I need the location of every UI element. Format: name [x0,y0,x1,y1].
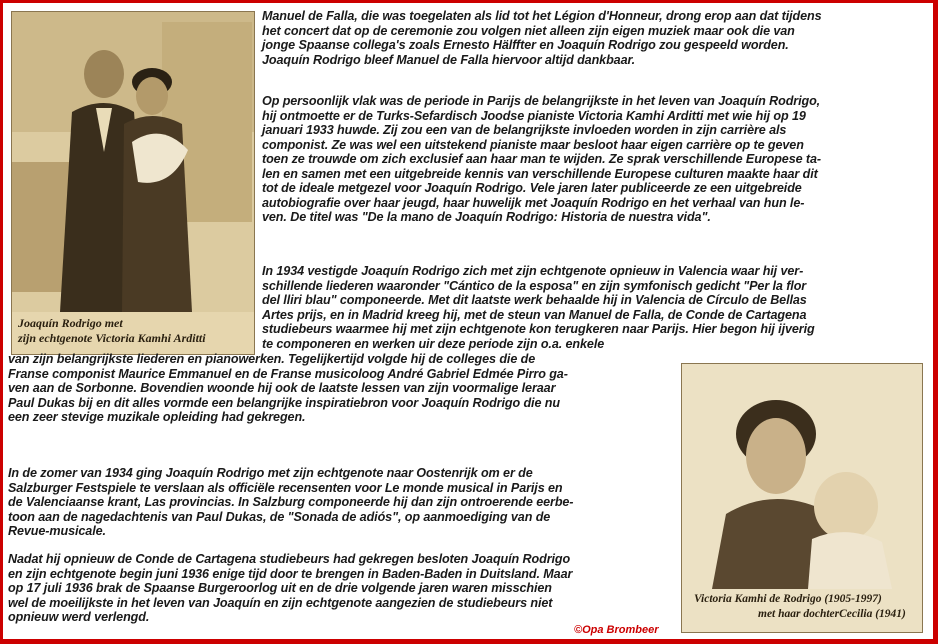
photo1-caption-line: Joaquín Rodrigo met [18,316,123,330]
text-line: toon aan de nagedachtenis van Paul Dukas, de "Sonada de adiós", op aanmoediging van de [8,509,551,524]
paragraph-6 [8,552,676,625]
paragraph-3 [262,264,926,351]
paragraph-2 [262,94,926,225]
text-line: componist. Ze was wel een uitstekend pianiste maar besloot haar eigen carrière op te geven [262,137,804,152]
text-line: hij ontmoette er de Turks-Sefardisch Joodse pianiste Victoria Kamhi Arditti met wie hij op 19 [262,108,806,123]
text-line: Manuel de Falla, die was toegelaten als lid tot het Légion d'Honneur, drong erop aan dat tijdens [262,9,822,23]
photo2-caption [694,592,918,622]
photo2-caption-line: met haar dochterCecilia (1941) [758,608,906,620]
text-line: en zijn echtgenote begin juni 1936 enige tijd door te brengen in Baden-Baden in Duitsland. Maar [8,566,573,581]
text-line: len en samen met een uitgebreide kennis van verschillende Europese culturen maakte haar dit [262,166,818,181]
text-line: een zeer stevige muzikale opleiding had gekregen. [8,410,306,424]
text-line: In de zomer van 1934 ging Joaquín Rodrigo met zijn echtgenote naar Oostenrijk om er de [8,466,533,480]
copyright-notice: ©Opa Brombeer [574,624,659,636]
text-line: op 17 juli 1936 brak de Spaanse Burgeroorlog uit en de drie volgende jaren waren misschien [8,581,552,595]
text-line: het concert dat op de ceremonie zou volgen niet alleen zijn eigen muziek maar ook die van [262,23,795,38]
text-line: Salzburger Festspiele te verslaan als officiële recensenten voor Le monde musical in Parijs en [8,480,563,495]
paragraph-5 [8,466,676,539]
text-line: toen ze trouwde om zich exclusief aan haar man te wijden. Ze sprak verschillende Europese ta- [262,152,821,166]
paragraph-4 [8,352,676,425]
text-line: Paul Dukas bij en dit alles vormde een belangrijke inspiratiebron voor Joaquín Rodrigo die nu [8,395,560,410]
text-line: Artes prijs, en in Madrid kreeg hij, met de steun van Manuel de Falla, de Conde de Cartagena [262,307,807,322]
text-line: Revue-musicale. [8,524,106,538]
text-line: de Valenciaanse krant, Las provincias. In Salzburg componeerde hij dan zijn ontroerende eerbe- [8,495,574,509]
photo-victoria-and-daughter [681,363,923,633]
text-line: opnieuw werd verlengd. [8,610,150,624]
text-line: Franse componist Maurice Emmanuel en de Franse musicoloog André Gabriel Edmée Pirro ga- [8,366,568,381]
text-line: wel de moeilijkste in het leven van Joaquín en zijn echtgenote aangezien de studiebeurs niet [8,595,553,610]
text-line: te componeren en werken uir deze periode zijn o.a. enkele [262,336,605,351]
text-line: van zijn belangrijkste liederen en pianowerken. Tegelijkertijd volgde hij de colleges die de [8,352,536,366]
text-line: Op persoonlijk vlak was de periode in Parijs de belangrijkste in het leven van Joaquín Rodrigo, [262,94,821,108]
text-line: studiebeurs waarmee hij met zijn echtgenote kon terugkeren naar Parijs. Hier begon hij ijverig [262,322,815,336]
text-line: ven aan de Sorbonne. Bovendien woonde hij ook de laatste lessen van zijn voormalige leraar [8,381,556,395]
page-frame [3,3,933,639]
text-line: ven. De titel was "De la mano de Joaquín Rodrigo: Historia de nuestra vida". [262,210,711,224]
photo1-caption-line: zijn echtgenote Victoria Kamhi Arditti [18,331,206,345]
text-line: In 1934 vestigde Joaquín Rodrigo zich met zijn echtgenote opnieuw in Valencia waar hij ver- [262,264,804,278]
text-line: jonge Spaanse collega's zoals Ernesto Hälffter en Joaquín Rodrigo zou gespeeld worden. [262,38,789,52]
text-line: del lliri blau" componeerde. Met dit laatste werk behaalde hij in Valencia de Círculo de Bellas [262,293,807,307]
text-line: schillende liederen waaronder "Cántico de la esposa" en zijn symfonisch gedicht "Per la flor [262,278,807,293]
photo1-caption [18,316,250,346]
text-line: Nadat hij opnieuw de Conde de Cartagena studiebeurs had gekregen besloten Joaquín Rodrigo [8,552,571,566]
paragraph-1 [262,9,926,67]
photo-rodrigo-and-wife-image [12,12,254,354]
photo2-caption-line: Victoria Kamhi de Rodrigo (1905-1997) [694,593,882,605]
photo-rodrigo-and-wife [11,11,255,355]
text-line: januari 1933 huwde. Zij zou een van de belangrijkste invloeden worden in zijn carrière als [262,123,787,137]
text-line: autobiografie over haar jeugd, haar huwelijk met Joaquín Rodrigo en het verhaal van hun le- [262,195,805,210]
text-line: tot de ideale metgezel voor Joaquín Rodrigo. Vele jaren later publiceerde ze een uitgebreide [262,181,802,195]
text-line: Joaquín Rodrigo bleef Manuel de Falla hiervoor altijd dankbaar. [262,52,635,67]
